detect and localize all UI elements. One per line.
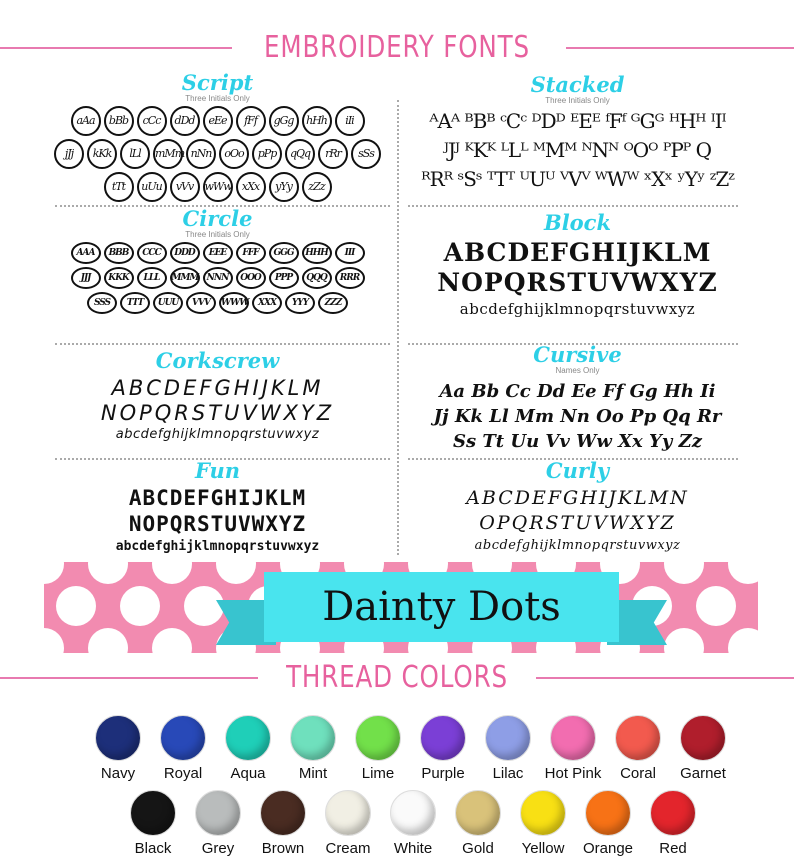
fun-uppercase-1: ABCDEFGHIJKLM bbox=[128, 486, 307, 510]
font-restriction: Three Initials Only bbox=[185, 94, 250, 103]
corkscrew-uppercase-2: NOPQRSTUVWXYZ bbox=[100, 401, 335, 425]
thread-swatch bbox=[313, 790, 383, 857]
monogram-sample: KKK bbox=[104, 267, 134, 289]
thread-swatch bbox=[148, 715, 218, 782]
thread-spool bbox=[195, 790, 241, 836]
polka-dot bbox=[216, 562, 256, 584]
monogram-sample: zZz bbox=[302, 172, 332, 202]
thread-swatch bbox=[443, 790, 513, 857]
thread-color-label: Yellow bbox=[521, 840, 565, 857]
polka-dot bbox=[696, 586, 736, 626]
monogram-sample: fFf bbox=[236, 106, 266, 136]
column-divider bbox=[397, 100, 399, 555]
thread-swatch bbox=[183, 790, 253, 857]
polka-dot bbox=[152, 628, 192, 653]
thread-swatch bbox=[573, 790, 643, 857]
monogram-sample: XXX bbox=[252, 292, 282, 314]
font-stacked bbox=[405, 74, 750, 194]
row-divider bbox=[408, 205, 738, 207]
thread-spool bbox=[420, 715, 466, 761]
thread-swatch bbox=[83, 715, 153, 782]
monogram-sample: VVV bbox=[186, 292, 216, 314]
thread-colors-title: THREAD COLORS bbox=[286, 660, 508, 695]
monogram-sample: OOO bbox=[236, 267, 266, 289]
font-block bbox=[405, 212, 750, 320]
thread-swatch bbox=[343, 715, 413, 782]
monogram-sample: dDd bbox=[170, 106, 200, 136]
thread-swatch bbox=[213, 715, 283, 782]
thread-color-label: Black bbox=[134, 840, 172, 857]
font-name: Block bbox=[543, 210, 612, 235]
monogram-sample: III bbox=[335, 242, 365, 264]
thread-spool bbox=[130, 790, 176, 836]
monogram-sample: MMM bbox=[170, 267, 200, 289]
thread-color-label: Royal bbox=[163, 765, 203, 782]
monogram-sample: mMm bbox=[153, 139, 183, 169]
curly-uppercase-1: ABCDEFGHIJKLMN bbox=[466, 487, 689, 509]
monogram-sample: JJJ bbox=[71, 267, 101, 289]
thread-color-label: Grey bbox=[201, 840, 235, 857]
monogram-sample: wWw bbox=[203, 172, 233, 202]
thread-color-label: Navy bbox=[100, 765, 136, 782]
corkscrew-uppercase-1: ABCDEFGHIJKLM bbox=[111, 376, 324, 400]
monogram-sample: rRr bbox=[318, 139, 348, 169]
monogram-sample: SSS bbox=[87, 292, 117, 314]
monogram-sample: AAA bbox=[71, 242, 101, 264]
thread-color-label: Lilac bbox=[492, 765, 524, 782]
thread-swatch bbox=[378, 790, 448, 857]
fun-lowercase: abcdefghijklmnopqrstuvwxyz bbox=[115, 539, 320, 554]
font-circle bbox=[45, 208, 390, 314]
monogram-row bbox=[45, 292, 390, 314]
font-fun bbox=[45, 460, 390, 557]
monogram-sample: vVv bbox=[170, 172, 200, 202]
monogram-sample: LLL bbox=[137, 267, 167, 289]
monogram-sample: HHH bbox=[302, 242, 332, 264]
thread-swatch bbox=[638, 790, 708, 857]
thread-color-label: Lime bbox=[361, 765, 395, 782]
monogram-sample: RRR bbox=[335, 267, 365, 289]
monogram-row bbox=[45, 172, 390, 202]
cursive-line-2: Jj Kk Ll Mm Nn Oo Pp Qq Rr bbox=[433, 406, 722, 427]
monogram-sample: iIi bbox=[335, 106, 365, 136]
script-sample bbox=[45, 106, 390, 202]
font-restriction: Three Initials Only bbox=[185, 230, 250, 239]
thread-color-label: Mint bbox=[298, 765, 328, 782]
monogram-sample: lLl bbox=[120, 139, 150, 169]
monogram-row bbox=[45, 267, 390, 289]
monogram-sample: CCC bbox=[137, 242, 167, 264]
corkscrew-lowercase: abcdefghijklmnopqrstuvwxyz bbox=[115, 427, 320, 442]
monogram-sample: pPp bbox=[252, 139, 282, 169]
monogram-row bbox=[45, 106, 390, 136]
monogram-sample: EEE bbox=[203, 242, 233, 264]
font-name: Stacked bbox=[530, 72, 625, 97]
stacked-line-2: ᴶJᴶ ᴷKᴷ ᴸLᴸ ᴹMᴹ ᴺNᴺ ᴼOᴼ ᴾPᴾ Q bbox=[443, 138, 712, 162]
monogram-sample: ZZZ bbox=[318, 292, 348, 314]
thread-spool bbox=[455, 790, 501, 836]
thread-swatch bbox=[668, 715, 738, 782]
monogram-sample: WWW bbox=[219, 292, 249, 314]
curly-uppercase-2: OPQRSTUVWXYZ bbox=[479, 512, 676, 534]
monogram-sample: kKk bbox=[87, 139, 117, 169]
banner-title: Dainty Dots bbox=[322, 584, 561, 630]
monogram-sample: FFF bbox=[236, 242, 266, 264]
monogram-sample: DDD bbox=[170, 242, 200, 264]
thread-swatch bbox=[118, 790, 188, 857]
thread-color-label: Orange bbox=[582, 840, 634, 857]
row-divider bbox=[55, 343, 390, 345]
font-script bbox=[45, 72, 390, 202]
thread-spool bbox=[650, 790, 696, 836]
thread-spool bbox=[390, 790, 436, 836]
thread-color-label: Purple bbox=[421, 765, 465, 782]
embroidery-fonts-header bbox=[0, 28, 794, 68]
monogram-row bbox=[45, 242, 390, 264]
block-uppercase-2: NOPQRSTUVWXYZ bbox=[437, 268, 718, 297]
monogram-sample: nNn bbox=[186, 139, 216, 169]
cursive-line-1: Aa Bb Cc Dd Ee Ff Gg Hh Ii bbox=[439, 381, 716, 402]
font-restriction: Names Only bbox=[555, 366, 600, 375]
monogram-sample: UUU bbox=[153, 292, 183, 314]
monogram-sample: bBb bbox=[104, 106, 134, 136]
polka-dot bbox=[728, 628, 758, 653]
thread-swatch bbox=[473, 715, 543, 782]
monogram-sample: eEe bbox=[203, 106, 233, 136]
thread-spool bbox=[325, 790, 371, 836]
polka-dot bbox=[152, 562, 192, 584]
monogram-sample: gGg bbox=[269, 106, 299, 136]
polka-dot bbox=[56, 586, 96, 626]
thread-color-label: Red bbox=[659, 840, 687, 857]
thread-spool bbox=[260, 790, 306, 836]
font-name: Cursive bbox=[533, 342, 622, 367]
monogram-sample: cCc bbox=[137, 106, 167, 136]
monogram-sample: QQQ bbox=[302, 267, 332, 289]
polka-dot bbox=[88, 562, 128, 584]
thread-color-label: Cream bbox=[325, 840, 371, 857]
fun-uppercase-2: NOPQRSTUVWXYZ bbox=[128, 512, 307, 536]
monogram-sample: sSs bbox=[351, 139, 381, 169]
monogram-sample: GGG bbox=[269, 242, 299, 264]
block-uppercase-1: ABCDEFGHIJKLM bbox=[443, 238, 712, 267]
curly-lowercase: abcdefghijklmnopqrstuvwxyz bbox=[474, 538, 681, 553]
thread-spool bbox=[355, 715, 401, 761]
thread-spool bbox=[680, 715, 726, 761]
polka-dot bbox=[728, 562, 758, 584]
font-name: Fun bbox=[194, 458, 241, 483]
monogram-sample: xXx bbox=[236, 172, 266, 202]
font-name: Script bbox=[181, 70, 254, 95]
font-restriction: Three Initials Only bbox=[545, 96, 610, 105]
thread-color-label: Aqua bbox=[230, 765, 266, 782]
thread-spool bbox=[95, 715, 141, 761]
polka-dot bbox=[184, 586, 224, 626]
thread-color-label: Garnet bbox=[680, 765, 726, 782]
polka-dot bbox=[44, 628, 64, 653]
thread-color-label: Coral bbox=[620, 765, 656, 782]
monogram-row bbox=[45, 139, 390, 169]
circle-sample bbox=[45, 242, 390, 314]
thread-swatch bbox=[603, 715, 673, 782]
font-cursive bbox=[405, 344, 750, 454]
font-corkscrew bbox=[45, 350, 390, 444]
thread-spool bbox=[485, 715, 531, 761]
stacked-line-3: ᴿRᴿ ˢSˢ ᵀTᵀ ᵁUᵁ ⱽVⱽ ᵂWᵂ ˣXˣ ʸYʸ ᶻZᶻ bbox=[421, 167, 734, 191]
monogram-sample: uUu bbox=[137, 172, 167, 202]
thread-spool bbox=[290, 715, 336, 761]
block-lowercase: abcdefghijklmnopqrstuvwxyz bbox=[459, 300, 696, 318]
thread-swatch bbox=[508, 790, 578, 857]
monogram-sample: jJj bbox=[54, 139, 84, 169]
thread-swatch bbox=[408, 715, 478, 782]
font-name: Circle bbox=[182, 206, 253, 231]
polka-dot bbox=[44, 562, 64, 584]
monogram-sample: YYY bbox=[285, 292, 315, 314]
thread-color-label: White bbox=[393, 840, 433, 857]
thread-colors-header bbox=[0, 658, 794, 698]
monogram-sample: qQq bbox=[285, 139, 315, 169]
monogram-sample: yYy bbox=[269, 172, 299, 202]
polka-dot bbox=[120, 586, 160, 626]
monogram-sample: aAa bbox=[71, 106, 101, 136]
monogram-sample: BBB bbox=[104, 242, 134, 264]
thread-swatch bbox=[248, 790, 318, 857]
thread-spool bbox=[160, 715, 206, 761]
thread-swatch bbox=[538, 715, 608, 782]
thread-spool bbox=[585, 790, 631, 836]
monogram-sample: PPP bbox=[269, 267, 299, 289]
monogram-sample: oOo bbox=[219, 139, 249, 169]
embroidery-fonts-title: EMBROIDERY FONTS bbox=[264, 30, 530, 65]
monogram-sample: hHh bbox=[302, 106, 332, 136]
thread-spool bbox=[520, 790, 566, 836]
monogram-sample: tTt bbox=[104, 172, 134, 202]
font-name: Curly bbox=[545, 458, 610, 483]
cursive-line-3: Ss Tt Uu Vv Ww Xx Yy Zz bbox=[453, 431, 702, 452]
thread-spool bbox=[225, 715, 271, 761]
font-name: Corkscrew bbox=[155, 348, 280, 373]
thread-spool bbox=[550, 715, 596, 761]
thread-spool bbox=[615, 715, 661, 761]
thread-color-label: Hot Pink bbox=[544, 765, 602, 782]
dainty-dots-banner bbox=[44, 562, 758, 653]
thread-color-label: Brown bbox=[261, 840, 305, 857]
polka-dot bbox=[664, 628, 704, 653]
stacked-line-1: ᴬAᴬ ᴮBᴮ ᶜCᶜ ᴰDᴰ ᴱEᴱ ᶠFᶠ ᴳGᴳ ᴴHᴴ ᴵIᴵ bbox=[429, 109, 726, 133]
font-curly bbox=[405, 460, 750, 556]
thread-swatch bbox=[278, 715, 348, 782]
monogram-sample: NNN bbox=[203, 267, 233, 289]
thread-color-label: Gold bbox=[462, 840, 494, 857]
monogram-sample: TTT bbox=[120, 292, 150, 314]
polka-dot bbox=[88, 628, 128, 653]
polka-dot bbox=[664, 562, 704, 584]
